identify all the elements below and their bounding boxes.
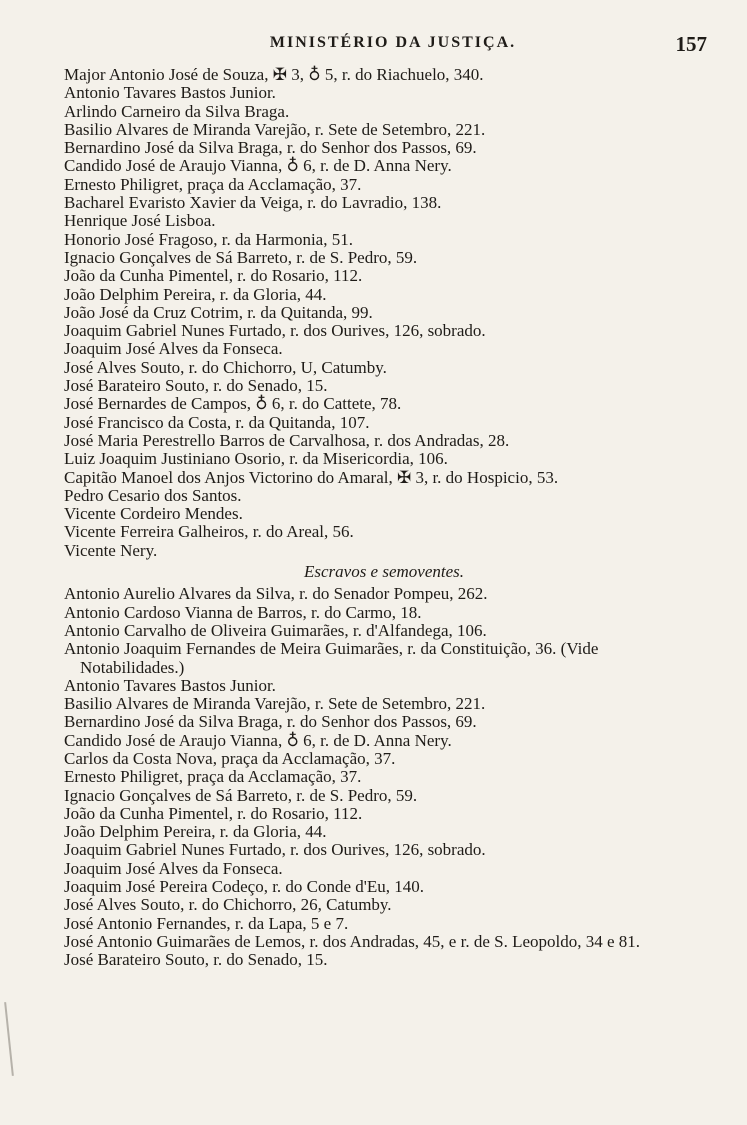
- list-entry: João da Cunha Pimentel, r. do Rosario, 112.: [64, 803, 363, 823]
- list-entry: Pedro Cesario dos Santos.: [64, 485, 242, 505]
- list-entry: Luiz Joaquim Justiniano Osorio, r. da Misericordia, 106.: [64, 449, 448, 469]
- list-entry: José Bernardes de Campos, ♁ 6, r. do Cattete, 78.: [64, 394, 402, 414]
- list-entry: Joaquim Gabriel Nunes Furtado, r. dos Ourives, 126, sobrado.: [64, 840, 486, 860]
- list-entry: Arlindo Carneiro da Silva Braga.: [64, 101, 290, 121]
- list-entry: Ernesto Philigret, praça da Acclamação, 37.: [64, 767, 362, 787]
- list-entry: José Alves Souto, r. do Chichorro, U, Catumby.: [64, 357, 387, 377]
- list-entry: Henrique José Lisboa.: [64, 211, 216, 231]
- list-entry: Ignacio Gonçalves de Sá Barreto, r. de S. Pedro, 59.: [64, 247, 418, 267]
- list-entry: Candido José de Araujo Vianna, ♁ 6, r. de D. Anna Nery.: [64, 730, 452, 750]
- list-entry: Bernardino José da Silva Braga, r. do Senhor dos Passos, 69.: [64, 138, 477, 158]
- list-entry: João José da Cruz Cotrim, r. da Quitanda, 99.: [64, 302, 373, 322]
- list-entry: Antonio Aurelio Alvares da Silva, r. do Senador Pompeu, 262.: [64, 584, 488, 604]
- list-entry: Bacharel Evaristo Xavier da Veiga, r. do Lavradio, 138.: [64, 193, 442, 213]
- list-entry: Vicente Ferreira Galheiros, r. do Areal, 56.: [64, 522, 354, 542]
- page-header: [0, 34, 747, 64]
- section-slaves-and-livestock-list: [64, 585, 704, 969]
- list-entry: Joaquim José Pereira Codeço, r. do Conde d'Eu, 140.: [64, 877, 425, 897]
- list-entry: Joaquim José Alves da Fonseca.: [64, 858, 283, 878]
- running-title: MINISTÉRIO DA JUSTIÇA.: [269, 34, 517, 51]
- list-entry: José Alves Souto, r. do Chichorro, 26, Catumby.: [64, 895, 392, 915]
- list-entry: José Barateiro Souto, r. do Senado, 15.: [64, 376, 328, 396]
- list-entry: Ernesto Philigret, praça da Acclamação, 37.: [64, 174, 362, 194]
- list-entry: Antonio Carvalho de Oliveira Guimarães, r. d'Alfandega, 106.: [64, 620, 487, 640]
- list-entry: Vicente Nery.: [64, 540, 158, 560]
- list-entry: José Barateiro Souto, r. do Senado, 15.: [64, 950, 328, 970]
- list-entry: Basilio Alvares de Miranda Varejão, r. Sete de Setembro, 221.: [64, 119, 486, 139]
- list-entry: Antonio Joaquim Fernandes de Meira Guimarães, r. da Constituição, 36. (Vide Notabilidades.): [64, 639, 599, 677]
- list-entry: Vicente Cordeiro Mendes.: [64, 504, 243, 524]
- list-entry: João Delphim Pereira, r. da Gloria, 44.: [64, 284, 327, 304]
- list-entry: Honorio José Fragoso, r. da Harmonia, 51.: [64, 229, 353, 249]
- list-entry: José Francisco da Costa, r. da Quitanda, 107.: [64, 412, 370, 432]
- list-entry: João Delphim Pereira, r. da Gloria, 44.: [64, 822, 327, 842]
- body-text: [64, 66, 704, 970]
- list-entry: Carlos da Costa Nova, praça da Acclamação, 37.: [64, 748, 396, 768]
- page-number: 157: [675, 32, 707, 56]
- list-entry: Antonio Tavares Bastos Junior.: [64, 83, 276, 103]
- list-entry: Antonio Cardoso Vianna de Barros, r. do Carmo, 18.: [64, 602, 422, 622]
- list-entry: João da Cunha Pimentel, r. do Rosario, 112.: [64, 266, 363, 286]
- list-entry: Bernardino José da Silva Braga, r. do Senhor dos Passos, 69.: [64, 712, 477, 732]
- list-entry: Candido José de Araujo Vianna, ♁ 6, r. de D. Anna Nery.: [64, 156, 452, 176]
- list-entry: Major Antonio José de Souza, ✠ 3, ♁ 5, r. do Riachuelo, 340.: [64, 65, 484, 84]
- section-officials-list: [64, 66, 704, 560]
- list-entry: Joaquim José Alves da Fonseca.: [64, 339, 283, 359]
- list-entry: José Antonio Guimarães de Lemos, r. dos Andradas, 45, e r. de S. Leopoldo, 34 e 81.: [64, 931, 641, 951]
- list-entry: José Maria Perestrello Barros de Carvalhosa, r. dos Andradas, 28.: [64, 430, 510, 450]
- list-entry: Capitão Manoel dos Anjos Victorino do Amaral, ✠ 3, r. do Hospicio, 53.: [64, 467, 559, 487]
- section-title: Escravos e semoventes.: [303, 562, 465, 582]
- list-entry: Ignacio Gonçalves de Sá Barreto, r. de S. Pedro, 59.: [64, 785, 418, 805]
- margin-pen-mark: [4, 1002, 14, 1076]
- list-entry: Basilio Alvares de Miranda Varejão, r. Sete de Setembro, 221.: [64, 694, 486, 714]
- list-entry: Antonio Tavares Bastos Junior.: [64, 675, 276, 695]
- list-entry: José Antonio Fernandes, r. da Lapa, 5 e 7.: [64, 913, 349, 933]
- list-entry: Joaquim Gabriel Nunes Furtado, r. dos Ourives, 126, sobrado.: [64, 321, 486, 341]
